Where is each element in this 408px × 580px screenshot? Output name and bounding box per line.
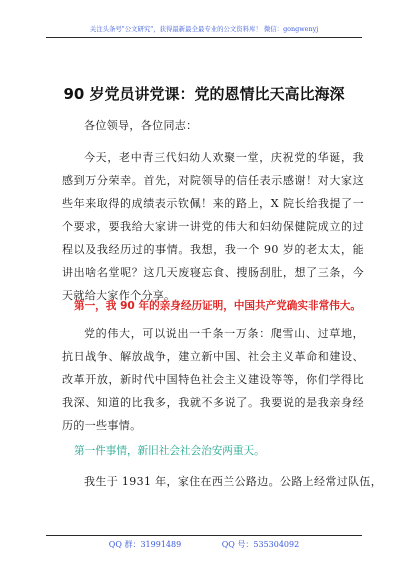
subsection-heading-1: 第一件事情，新旧社会社会治安两重天。 [74, 445, 265, 457]
section-heading-1: 第一，我 90 年的亲身经历证明，中国共产党确实非常伟大。 [74, 300, 361, 312]
footer-qq-group: QQ 群：31991489 [108, 540, 182, 549]
paragraph-1: 今天，老中青三代妇幼人欢聚一堂，庆祝党的华诞，我感到万分荣幸。首先，对院领导的信任表示感谢！对大家这些年来取得的成绩表示钦佩！来的路上，X 院长给我提了一个要求，要我给大家讲一讲党的伟大和妇幼保健院成立的过程以及我经历过的事情。我想，我一个 90 岁的老太太，能讲出啥名堂呢？这几天废寝忘食、搜肠刮肚，想了三条，今天就给大家作个分享。 [62, 151, 364, 302]
footer-qq-number: QQ 号：535304092 [221, 540, 300, 549]
greeting: 各位领导，各位同志： [84, 119, 198, 132]
footer-contact [46, 535, 362, 550]
document-title: 90 岁党员讲党课：党的恩情比天高比海深 [63, 85, 345, 103]
paragraph-2: 党的伟大，可以说出一千条一万条：爬雪山、过草地，抗日战争、解放战争，建立新中国、社会主义革命和建设、改革开放，新时代中国特色社会主义建设等等，你们学得比我深、知道的比我多，我就不多说了。我要说的是我亲身经历的一些事情。 [62, 327, 364, 432]
paragraph-3: 我生于 1931 年，家住在西兰公路边。公路上经常过队伍， [84, 475, 383, 488]
header-banner: 关注头条号"公文研究"，获得最新最全最专业的公文资料库！ 微信：gongwenyj [46, 25, 362, 38]
